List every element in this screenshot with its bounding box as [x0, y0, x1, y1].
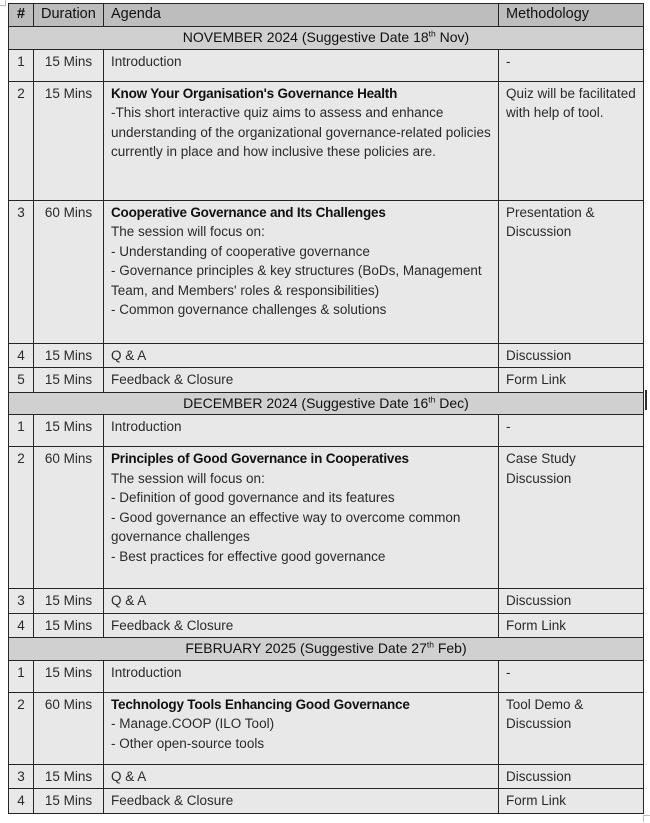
agenda-line: - Manage.COOP (ILO Tool)	[111, 716, 275, 731]
table-row	[9, 343, 644, 368]
row-num: 3	[9, 589, 34, 614]
row-agenda	[104, 81, 499, 200]
row-duration: 15 Mins	[34, 589, 104, 614]
agenda-line: - Other open-source tools	[111, 735, 265, 751]
row-agenda	[104, 613, 499, 638]
row-agenda	[104, 764, 499, 789]
agenda-line: - Understanding of cooperative governance	[111, 243, 370, 259]
row-agenda	[104, 789, 499, 814]
banner-suffix: Dec)	[435, 394, 469, 411]
row-duration: 60 Mins	[34, 200, 104, 343]
topic-title: Cooperative Governance and Its Challenges	[111, 204, 386, 220]
table-row	[9, 660, 644, 692]
row-methodology: Tool Demo & Discussion	[499, 692, 644, 764]
agenda-line: - Definition of good governance and its features	[111, 490, 395, 505]
row-methodology: Discussion	[499, 343, 644, 368]
row-num: 4	[9, 789, 34, 814]
agenda-line: Introduction	[111, 664, 182, 680]
row-methodology: Discussion	[499, 764, 644, 789]
table-row	[9, 415, 644, 447]
row-agenda	[104, 589, 499, 614]
section-banner-february	[9, 638, 644, 661]
row-duration: 15 Mins	[34, 415, 104, 447]
table-row	[9, 789, 644, 814]
table-row	[9, 81, 644, 200]
topic-title: Know Your Organisation's Governance Health	[111, 85, 398, 101]
banner-sup: th	[428, 393, 436, 404]
section-banner-november	[9, 27, 644, 50]
banner-cell	[9, 392, 644, 415]
topic-title: Technology Tools Enhancing Good Governance	[111, 696, 410, 712]
agenda-line: Feedback & Closure	[111, 372, 234, 387]
row-methodology: Discussion	[499, 589, 644, 614]
topic-title: Principles of Good Governance in Cooperatives	[111, 451, 409, 466]
row-duration: 60 Mins	[34, 447, 104, 589]
row-methodology: -	[499, 660, 644, 692]
table-row	[9, 49, 644, 81]
page-corner-mark	[0, 0, 6, 6]
header-duration: Duration	[34, 4, 104, 27]
row-methodology: Form Link	[499, 789, 644, 814]
agenda-table	[8, 3, 644, 814]
row-num: 2	[9, 692, 34, 764]
header-num: #	[9, 4, 34, 27]
row-methodology: Case Study Discussion	[499, 447, 644, 589]
row-agenda	[104, 692, 499, 764]
banner-text: NOVEMBER 2024 (Suggestive Date 18	[182, 29, 429, 45]
agenda-line: Feedback & Closure	[111, 793, 234, 808]
row-agenda	[104, 447, 499, 589]
row-num: 1	[9, 49, 34, 81]
row-agenda	[104, 343, 499, 368]
row-duration: 15 Mins	[34, 660, 104, 692]
agenda-line: - Good governance an effective way to overcome common governance challenges	[111, 509, 461, 544]
banner-suffix: Nov)	[435, 29, 470, 45]
table-row	[9, 589, 644, 614]
row-num: 1	[9, 415, 34, 447]
agenda-line: Q & A	[111, 347, 147, 363]
agenda-line: - Best practices for effective good governance	[111, 548, 386, 564]
header-methodology: Methodology	[499, 4, 644, 27]
row-duration: 15 Mins	[34, 613, 104, 638]
row-agenda	[104, 368, 499, 393]
row-methodology: Quiz will be facilitated with help of tool.	[499, 81, 644, 200]
agenda-line: - Governance principles & key structures (BoDs, Management Team, and Members' roles & responsibilities)	[111, 263, 482, 298]
row-num: 3	[9, 764, 34, 789]
banner-sup: th	[426, 639, 434, 650]
agenda-line: Q & A	[111, 768, 147, 784]
agenda-line: - Common governance challenges & solutions	[111, 302, 387, 317]
agenda-line: The session will focus on:	[111, 224, 265, 239]
row-duration: 15 Mins	[34, 368, 104, 393]
row-num: 4	[9, 613, 34, 638]
table-row	[9, 692, 644, 764]
table-row	[9, 447, 644, 589]
row-duration: 15 Mins	[34, 343, 104, 368]
banner-sup: th	[428, 28, 436, 39]
banner-suffix: Feb)	[433, 640, 467, 656]
agenda-line: Introduction	[111, 53, 182, 69]
banner-text: DECEMBER 2024 (Suggestive Date 16	[183, 394, 429, 411]
row-num: 2	[9, 81, 34, 200]
header-row	[9, 4, 644, 27]
row-duration: 15 Mins	[34, 789, 104, 814]
table-row	[9, 200, 644, 343]
text-cursor-mark	[645, 390, 647, 410]
agenda-line: The session will focus on:	[111, 470, 265, 486]
row-num: 4	[9, 343, 34, 368]
row-duration: 15 Mins	[34, 764, 104, 789]
row-agenda	[104, 49, 499, 81]
table-row	[9, 764, 644, 789]
row-methodology: Form Link	[499, 368, 644, 393]
row-agenda	[104, 200, 499, 343]
row-methodology: -	[499, 49, 644, 81]
agenda-line: Feedback & Closure	[111, 617, 234, 633]
section-banner-december	[9, 392, 644, 415]
row-methodology: Form Link	[499, 613, 644, 638]
agenda-line: Q & A	[111, 593, 147, 608]
row-duration: 15 Mins	[34, 81, 104, 200]
row-agenda	[104, 415, 499, 447]
page-corner-mark-bottom	[643, 815, 650, 822]
header-agenda: Agenda	[104, 4, 499, 27]
table-row	[9, 368, 644, 393]
table-row	[9, 613, 644, 638]
row-agenda	[104, 660, 499, 692]
row-duration: 15 Mins	[34, 49, 104, 81]
row-duration: 60 Mins	[34, 692, 104, 764]
banner-text: FEBRUARY 2025 (Suggestive Date 27	[185, 640, 427, 656]
row-num: 3	[9, 200, 34, 343]
row-num: 5	[9, 368, 34, 393]
row-methodology: -	[499, 415, 644, 447]
row-num: 1	[9, 660, 34, 692]
banner-cell	[9, 638, 644, 661]
agenda-line: Introduction	[111, 419, 182, 434]
agenda-line: -This short interactive quiz aims to assess and enhance understanding of the organizational governance-related policies currently in place and how inclusive these policies are.	[111, 105, 491, 159]
row-methodology: Presentation & Discussion	[499, 200, 644, 343]
banner-cell	[9, 27, 644, 50]
row-num: 2	[9, 447, 34, 589]
